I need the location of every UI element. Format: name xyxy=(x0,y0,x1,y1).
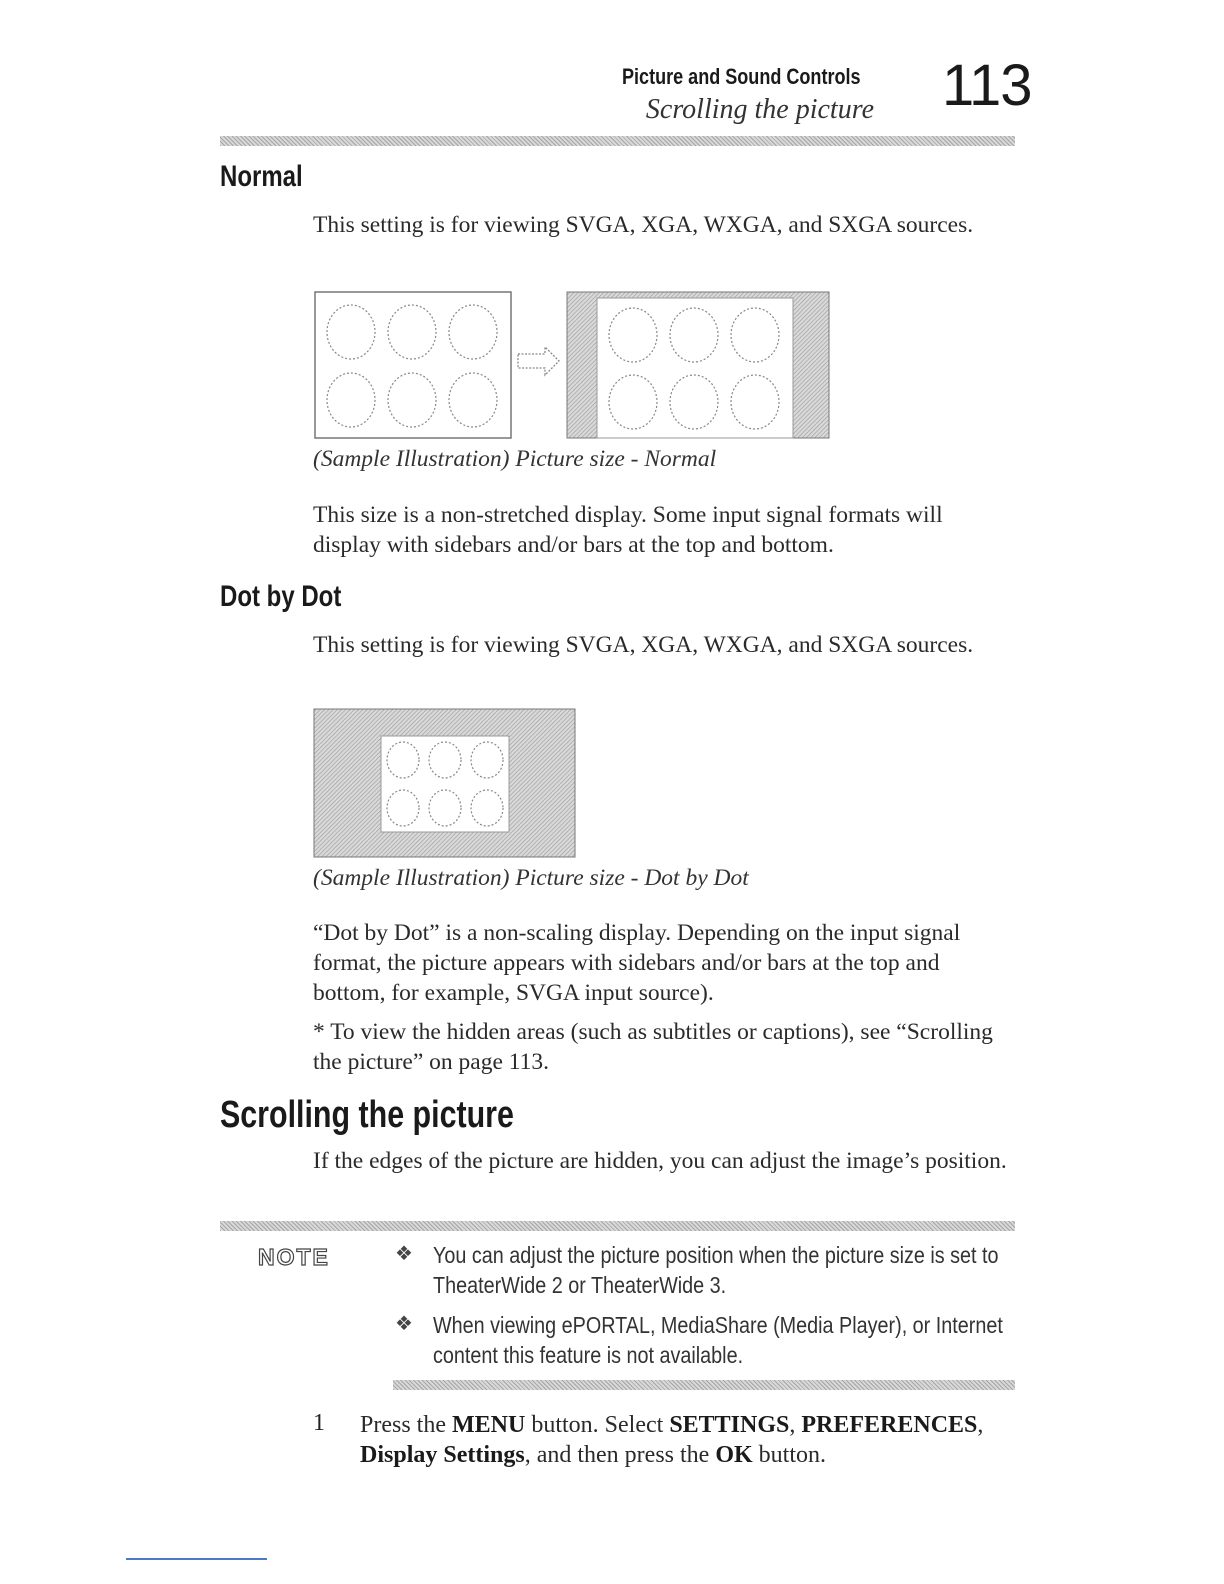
section-heading-normal: Normal xyxy=(220,160,303,193)
step-text-part: , and then press the xyxy=(524,1442,716,1468)
dot-by-dot-illustration xyxy=(313,708,577,860)
ok-button-name: OK xyxy=(715,1442,753,1468)
source-frame xyxy=(315,292,511,438)
page-number: 113 xyxy=(942,53,1032,118)
note-item xyxy=(395,1310,1035,1370)
arrow-icon xyxy=(518,347,559,375)
dot-by-dot-caption: (Sample Illustration) Picture size - Dot by Dot xyxy=(313,865,749,891)
menu-button-name: MENU xyxy=(452,1412,526,1438)
scrolling-intro-text: If the edges of the picture are hidden, you can adjust the image’s position. xyxy=(313,1148,1007,1174)
display-settings-menu-name: Display Settings xyxy=(360,1442,525,1468)
dot-by-dot-description: “Dot by Dot” is a non-scaling display. Depending on the input signal format, the picture appears with sidebars and/or bars at the top and bottom, for example, SVGA input source). xyxy=(313,920,961,1006)
normal-description: This size is a non-stretched display. Some input signal formats will display with sidebars and/or bars at the top and bottom. xyxy=(313,502,943,558)
section-heading-dot-by-dot: Dot by Dot xyxy=(220,580,342,613)
dot-by-dot-footnote: * To view the hidden areas (such as subtitles or captions), see “Scrolling the picture” on page 113. xyxy=(313,1019,993,1075)
diamond-bullet-icon: ❖ xyxy=(395,1313,413,1335)
note-bottom-divider xyxy=(393,1380,1015,1390)
step-number: 1 xyxy=(313,1410,325,1436)
step-text-part: Press the xyxy=(360,1412,452,1438)
step-text-part: button. Select xyxy=(525,1412,670,1438)
note-top-divider xyxy=(220,1221,1015,1231)
step-text xyxy=(360,1410,1010,1470)
result-frame xyxy=(567,292,829,438)
step-text-part: , xyxy=(977,1412,984,1438)
normal-intro-text: This setting is for viewing SVGA, XGA, WXGA, and SXGA sources. xyxy=(313,212,974,238)
note-label: NOTE xyxy=(258,1244,330,1270)
running-header-subtitle: Scrolling the picture xyxy=(645,94,874,125)
note-item-text: When viewing ePORTAL, MediaShare (Media Player), or Internet content this feature is not available. xyxy=(433,1312,1003,1368)
step-text-part: , xyxy=(789,1412,802,1438)
step-text-part: button. xyxy=(752,1442,827,1468)
diamond-bullet-icon: ❖ xyxy=(395,1243,413,1265)
settings-menu-name: SETTINGS xyxy=(669,1412,790,1438)
normal-caption: (Sample Illustration) Picture size - Normal xyxy=(313,446,717,472)
note-list xyxy=(395,1240,1035,1380)
normal-illustration xyxy=(313,290,833,442)
preferences-menu-name: PREFERENCES xyxy=(801,1412,978,1438)
section-heading-scrolling: Scrolling the picture xyxy=(220,1094,514,1136)
header-divider xyxy=(220,136,1015,146)
running-header-title: Picture and Sound Controls xyxy=(622,64,861,89)
note-item-text: You can adjust the picture position when the picture size is set to TheaterWide 2 or TheaterWide 3. xyxy=(433,1242,999,1298)
footer-line xyxy=(126,1558,267,1560)
note-item xyxy=(395,1240,1035,1300)
dot-by-dot-intro-text: This setting is for viewing SVGA, XGA, WXGA, and SXGA sources. xyxy=(313,632,974,658)
